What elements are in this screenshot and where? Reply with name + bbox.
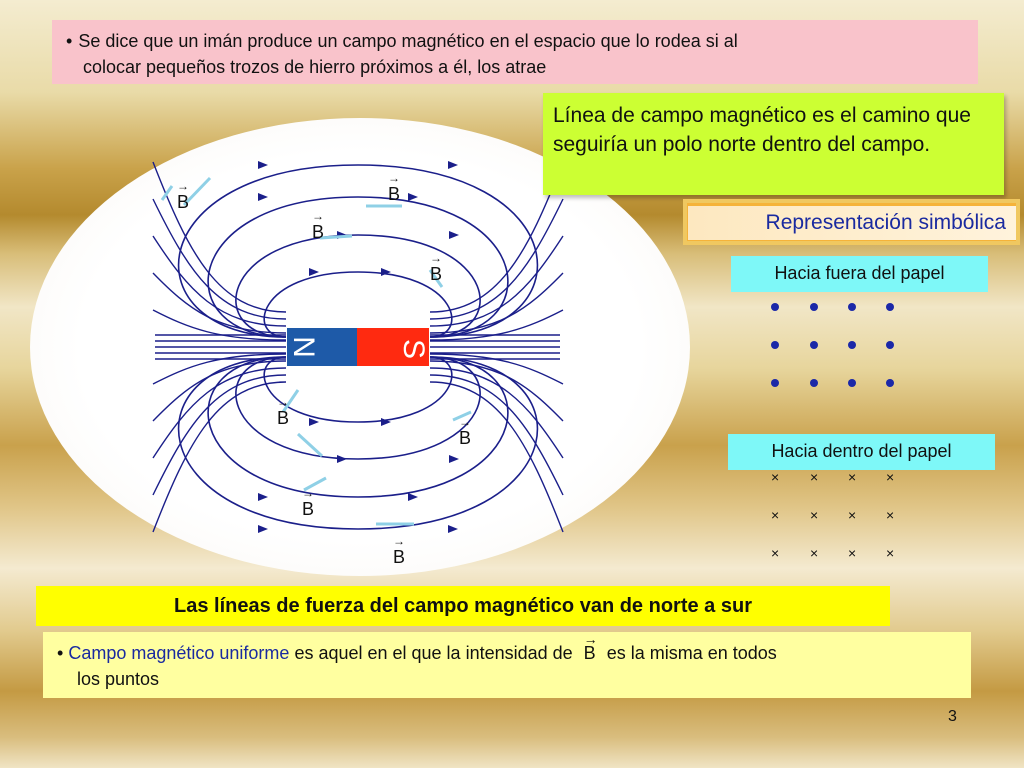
vector-arrow-icon: →	[177, 179, 189, 193]
dot-symbol	[771, 341, 779, 349]
dot-symbol	[810, 341, 818, 349]
cross-symbol: ×	[771, 507, 780, 523]
field-vector-label: B	[393, 547, 406, 567]
direction-arrow	[448, 525, 458, 533]
into-page-label: Hacia dentro del papel	[728, 434, 995, 470]
field-vector-label: B	[388, 184, 401, 204]
field-vector	[320, 236, 352, 238]
dot-symbol	[886, 379, 894, 387]
cross-symbol: ×	[886, 545, 895, 561]
direction-arrow	[449, 231, 459, 239]
field-line	[264, 272, 452, 337]
field-vector-label: B	[459, 428, 472, 448]
out-of-page-label: Hacia fuera del papel	[731, 256, 988, 292]
intro-line-2: colocar pequeños trozos de hierro próximos a él, los atrae	[83, 57, 547, 77]
vector-arrow-icon: →	[430, 251, 442, 265]
direction-arrow	[408, 493, 418, 501]
vector-arrow-icon: →	[277, 395, 289, 409]
field-line	[264, 357, 452, 422]
cross-symbol: ×	[771, 469, 780, 485]
dot-symbol	[848, 303, 856, 311]
cross-symbol: ×	[810, 469, 819, 485]
bullet: •	[57, 643, 64, 663]
cross-symbol: ×	[848, 507, 857, 523]
bullet: •	[66, 31, 73, 51]
field-line	[179, 357, 538, 529]
field-vector-label: B	[430, 264, 443, 284]
field-line	[179, 165, 538, 337]
dot-symbol	[771, 303, 779, 311]
field-vector-label: B	[277, 408, 290, 428]
dot-symbol	[810, 379, 818, 387]
field-vector-label: B	[177, 192, 190, 212]
vector-arrow-icon: →	[312, 209, 324, 223]
page-number: 3	[948, 708, 957, 725]
direction-arrow	[337, 455, 347, 463]
dot-symbol	[886, 341, 894, 349]
field-vector-label: B	[312, 222, 325, 242]
cross-symbol: ×	[810, 507, 819, 523]
direction-arrow	[258, 161, 268, 169]
magnet-south-label: S	[397, 338, 431, 360]
dot-symbol	[848, 341, 856, 349]
direction-arrow	[258, 193, 268, 201]
vector-b: → B	[584, 640, 596, 666]
direction-arrow	[258, 525, 268, 533]
field-line	[430, 199, 563, 319]
field-line	[153, 199, 286, 319]
direction-arrow	[448, 161, 458, 169]
field-line-definition: Línea de campo magnético es el camino que seguiría un polo norte dentro del campo.	[543, 93, 1004, 195]
vector-arrow-icon: →	[302, 486, 314, 500]
direction-arrow	[408, 193, 418, 201]
dot-symbol	[848, 379, 856, 387]
conclusion-banner: Las líneas de fuerza del campo magnético van de norte a sur	[36, 586, 890, 626]
intro-line-1: • Se dice que un imán produce un campo magnético en el espacio que lo rodea si al	[66, 31, 738, 51]
dot-symbol	[810, 303, 818, 311]
symbolic-header: Representación simbólica	[688, 206, 1016, 240]
dot-symbol	[886, 303, 894, 311]
cross-symbol: ×	[886, 469, 895, 485]
direction-arrow	[449, 455, 459, 463]
vector-arrow-icon: →	[388, 171, 400, 185]
cross-symbol: ×	[810, 545, 819, 561]
vector-arrow-icon: →	[459, 415, 471, 429]
uniform-line-2: los puntos	[77, 669, 160, 689]
direction-arrow	[258, 493, 268, 501]
field-vector-label: B	[302, 499, 315, 519]
cross-symbol: ×	[848, 469, 857, 485]
cross-symbol: ×	[886, 507, 895, 523]
uniform-field-box	[43, 632, 971, 698]
cross-symbol: ×	[771, 545, 780, 561]
uniform-line-1: • Campo magnético uniforme es aquel en el que la intensidad de → B es la misma en todos	[57, 640, 959, 666]
field-line	[236, 235, 480, 337]
direction-arrow	[309, 268, 319, 276]
field-line	[430, 375, 563, 495]
field-line	[236, 357, 480, 459]
dot-symbol	[771, 379, 779, 387]
direction-arrow	[309, 418, 319, 426]
uniform-term: Campo magnético uniforme	[68, 643, 290, 663]
field-line	[208, 197, 508, 337]
field-line	[153, 375, 286, 495]
magnet-north-label: N	[287, 336, 321, 358]
vector-arrow-icon: →	[583, 631, 598, 647]
cross-symbol: ×	[848, 545, 857, 561]
vector-arrow-icon: →	[393, 534, 405, 548]
